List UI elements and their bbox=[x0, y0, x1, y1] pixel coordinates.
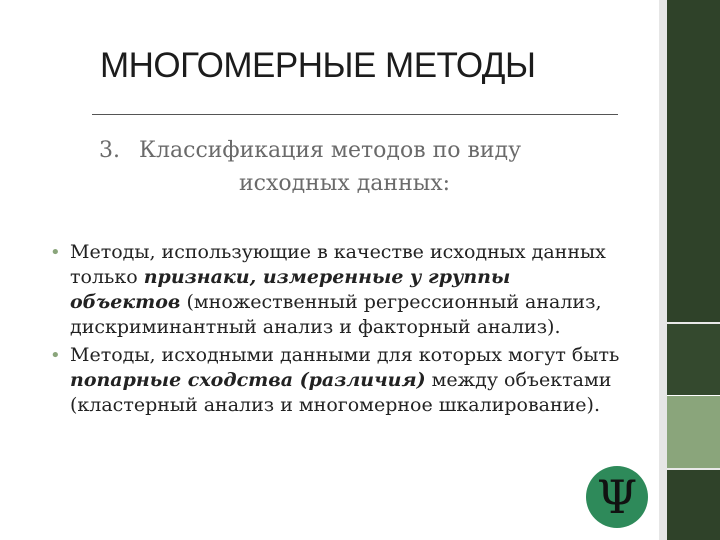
side-bar-bottom bbox=[667, 468, 720, 540]
subtitle-number: 3. bbox=[99, 138, 120, 163]
bullet-2-emphasis: попарные сходства (различия) bbox=[70, 369, 426, 391]
psi-logo bbox=[578, 462, 656, 532]
subtitle-line-2: исходных данных: bbox=[239, 171, 451, 196]
side-bar-accent bbox=[667, 396, 720, 468]
side-stripe-light bbox=[659, 0, 667, 540]
side-bar-middle bbox=[667, 322, 720, 395]
bullet-1-text: Методы, использующие в качестве исходных данных только bbox=[70, 241, 606, 288]
bullet-1-emphasis: признаки, измеренные у группы объектов bbox=[70, 266, 511, 313]
bullet-item-2 bbox=[22, 343, 622, 418]
slide-title: МНОГОМЕРНЫЕ МЕТОДЫ bbox=[100, 46, 536, 85]
slide-subtitle bbox=[99, 134, 619, 200]
bullet-list bbox=[22, 240, 622, 421]
psi-logo-disc bbox=[586, 466, 648, 528]
bullet-dot-icon: • bbox=[50, 242, 61, 263]
bullet-item-1 bbox=[22, 240, 622, 340]
bullet-dot-icon: • bbox=[50, 345, 61, 366]
title-divider bbox=[92, 114, 618, 115]
bullet-1-text-after: (множественный регрессионный анализ, дискриминантный анализ и факторный анализ). bbox=[70, 291, 602, 338]
side-bar-top bbox=[667, 0, 720, 322]
bullet-2-text: Методы, исходными данными для которых могут быть bbox=[70, 344, 620, 366]
psi-icon: Ψ bbox=[596, 470, 638, 524]
bullet-2-text-after: между объектами (кластерный анализ и многомерное шкалирование). bbox=[70, 369, 612, 416]
subtitle-line-1: Классификация методов по виду bbox=[139, 138, 522, 163]
